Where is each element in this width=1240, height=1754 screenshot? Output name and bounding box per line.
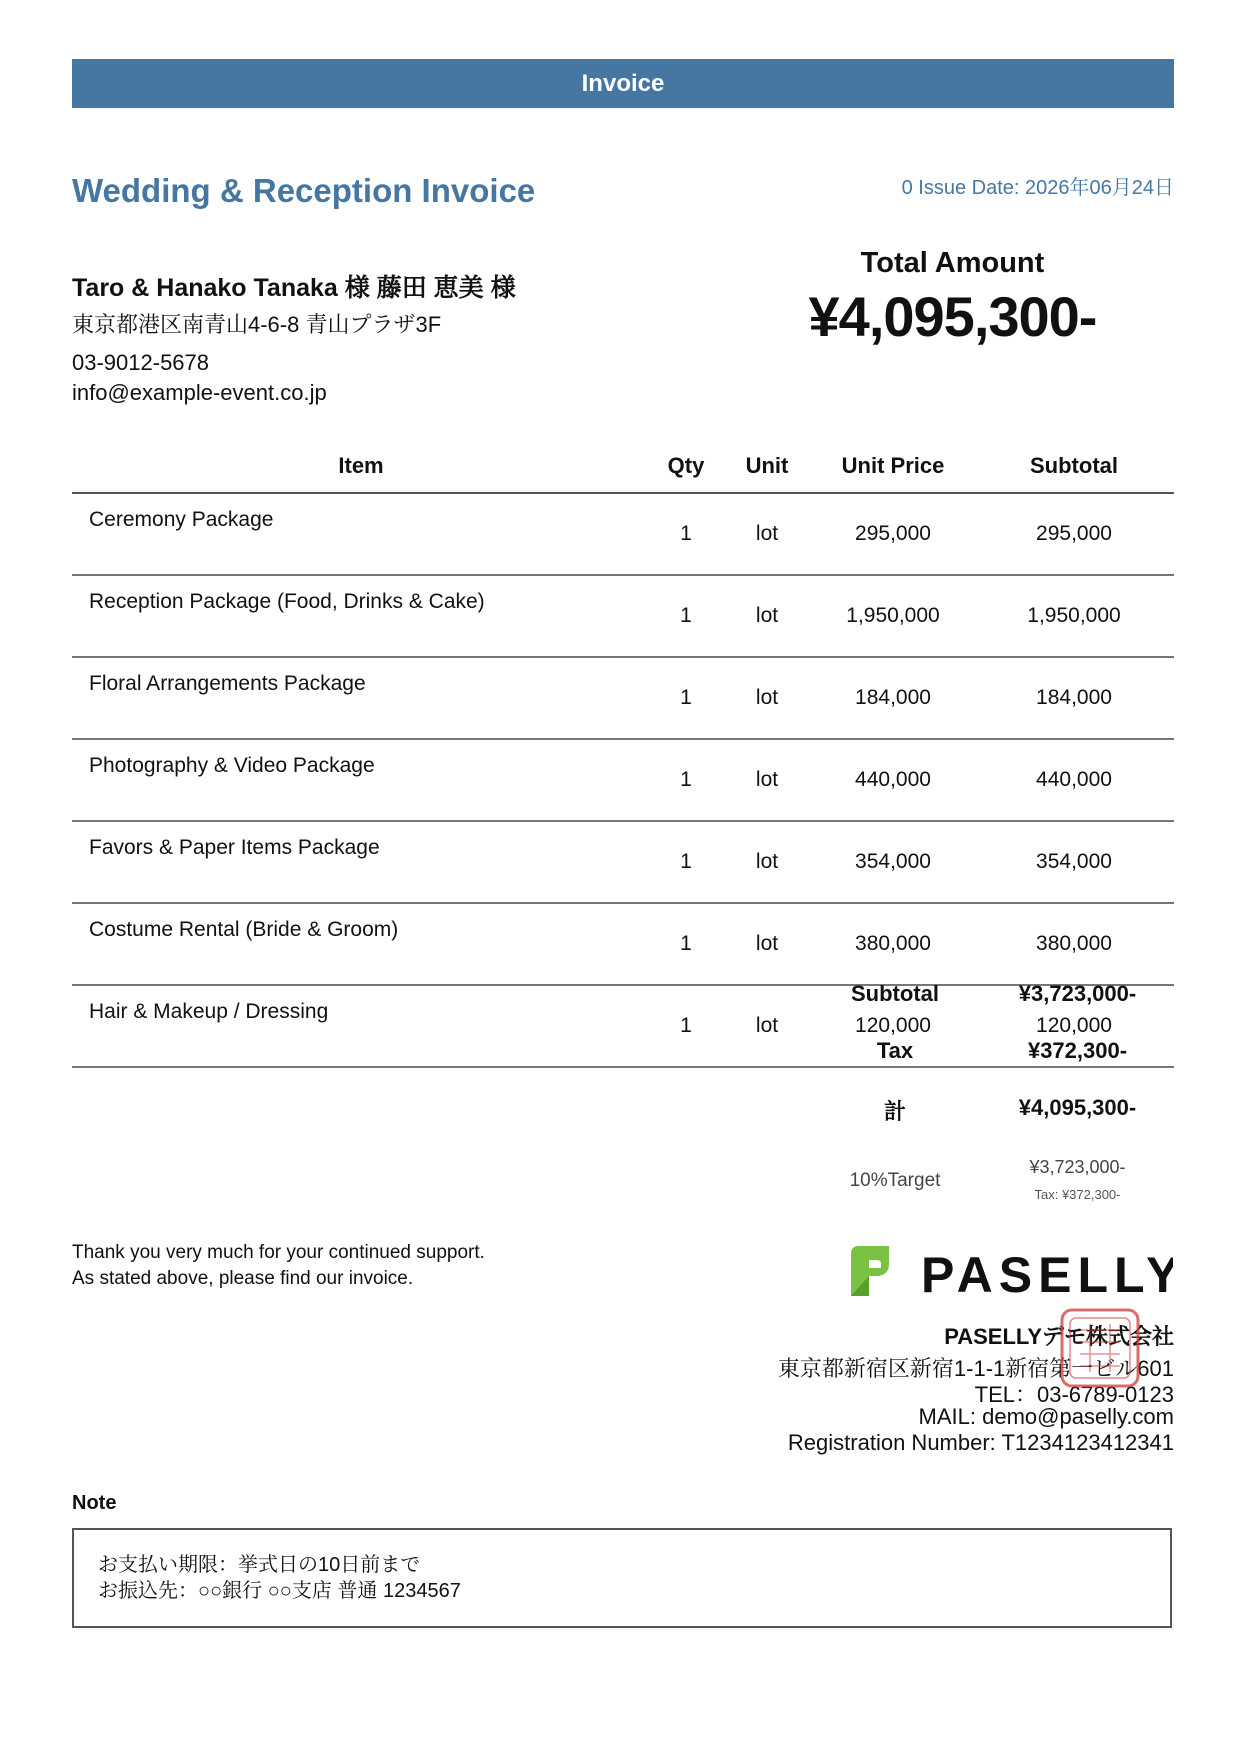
company-address: 東京都新宿区新宿1-1-1新宿第一ビル601	[777, 1356, 1174, 1381]
item-unit: lot	[722, 739, 812, 821]
col-header-qty: Qty	[650, 440, 722, 493]
issue-date: 0 Issue Date: 2026年06月24日	[901, 177, 1174, 199]
item-qty: 1	[650, 493, 722, 575]
item-qty: 1	[650, 903, 722, 985]
customer-phone: 03-9012-5678	[72, 350, 210, 375]
tax-target-value: ¥3,723,000-	[1029, 1157, 1126, 1177]
table-row	[72, 821, 1174, 903]
item-name: Floral Arrangements Package	[72, 657, 650, 739]
item-unit: lot	[722, 575, 812, 657]
item-unit-price: 440,000	[812, 739, 974, 821]
company-mail: MAIL: demo@paselly.com	[918, 1404, 1174, 1429]
item-unit-price: 354,000	[812, 821, 974, 903]
item-name: Favors & Paper Items Package	[72, 821, 650, 903]
col-header-item: Item	[72, 440, 650, 493]
item-qty: 1	[650, 739, 722, 821]
paselly-logo-icon	[843, 1240, 1173, 1302]
item-unit-price: 1,950,000	[812, 575, 974, 657]
tax-target-tax: Tax: ¥372,300-	[1034, 1187, 1121, 1202]
item-unit-price: 184,000	[812, 657, 974, 739]
item-name: Reception Package (Food, Drinks & Cake)	[72, 575, 650, 657]
item-subtotal: 1,950,000	[974, 575, 1174, 657]
customer-name: Taro & Hanako Tanaka 様 藤田 恵美 様	[72, 274, 516, 302]
note-payment-deadline: お支払い期限：挙式日の10日前まで	[98, 1554, 421, 1576]
item-name: Costume Rental (Bride & Groom)	[72, 903, 650, 985]
item-subtotal: 354,000	[974, 821, 1174, 903]
item-unit-price: 295,000	[812, 493, 974, 575]
thanks-line-1: Thank you very much for your continued support.	[72, 1242, 485, 1263]
items-table	[72, 440, 1174, 1068]
company-tel: TEL：03-6789-0123	[974, 1382, 1174, 1407]
company-registration: Registration Number: T1234123412341	[787, 1430, 1174, 1455]
item-unit: lot	[722, 657, 812, 739]
note-bank-account: お振込先：○○銀行 ○○支店 普通 1234567	[98, 1580, 461, 1602]
col-header-unit: Unit	[722, 440, 812, 493]
document-title: Wedding & Reception Invoice	[72, 172, 536, 209]
col-header-subtotal: Subtotal	[974, 440, 1174, 493]
logo-wordmark: PASELLY	[921, 1247, 1173, 1302]
table-row	[72, 903, 1174, 985]
subtotal-label: Subtotal	[851, 981, 939, 1006]
table-row	[72, 739, 1174, 821]
tax-label: Tax	[876, 1038, 914, 1063]
item-name: Photography & Video Package	[72, 739, 650, 821]
tax-target-label: 10%Target	[849, 1170, 941, 1191]
invoice-banner: Invoice	[72, 59, 1174, 108]
item-qty: 1	[650, 985, 722, 1067]
thanks-line-2: As stated above, please find our invoice.	[72, 1268, 414, 1289]
item-subtotal: 380,000	[974, 903, 1174, 985]
item-unit-price: 380,000	[812, 903, 974, 985]
items-table-header	[72, 440, 1174, 493]
company-seal-stamp	[1058, 1306, 1142, 1390]
note-label: Note	[72, 1492, 117, 1514]
total-amount-label: Total Amount	[860, 247, 1045, 279]
customer-address: 東京都港区南青山4-6-8 青山プラザ3F	[72, 312, 442, 337]
item-name: Hair & Makeup / Dressing	[72, 985, 650, 1067]
item-unit: lot	[722, 903, 812, 985]
item-qty: 1	[650, 821, 722, 903]
item-subtotal: 184,000	[974, 657, 1174, 739]
total-amount-value: ¥4,095,300-	[808, 285, 1097, 348]
item-subtotal: 120,000	[974, 985, 1174, 1067]
item-unit: lot	[722, 821, 812, 903]
tax-value: ¥372,300-	[1027, 1038, 1128, 1063]
table-row	[72, 493, 1174, 575]
item-qty: 1	[650, 575, 722, 657]
company-logo	[843, 1240, 1173, 1302]
item-name: Ceremony Package	[72, 493, 650, 575]
item-unit: lot	[722, 985, 812, 1067]
grand-total-value: ¥4,095,300-	[1018, 1095, 1137, 1120]
item-subtotal: 295,000	[974, 493, 1174, 575]
table-row	[72, 657, 1174, 739]
item-unit: lot	[722, 493, 812, 575]
item-qty: 1	[650, 657, 722, 739]
customer-email: info@example-event.co.jp	[72, 380, 327, 405]
subtotal-value: ¥3,723,000-	[1018, 981, 1137, 1006]
company-name: PASELLYデモ株式会社	[944, 1324, 1174, 1349]
table-row	[72, 575, 1174, 657]
item-subtotal: 440,000	[974, 739, 1174, 821]
col-header-unit-price: Unit Price	[812, 440, 974, 493]
grand-total-label: 計	[883, 1099, 906, 1124]
item-unit-price: 120,000	[812, 985, 974, 1067]
